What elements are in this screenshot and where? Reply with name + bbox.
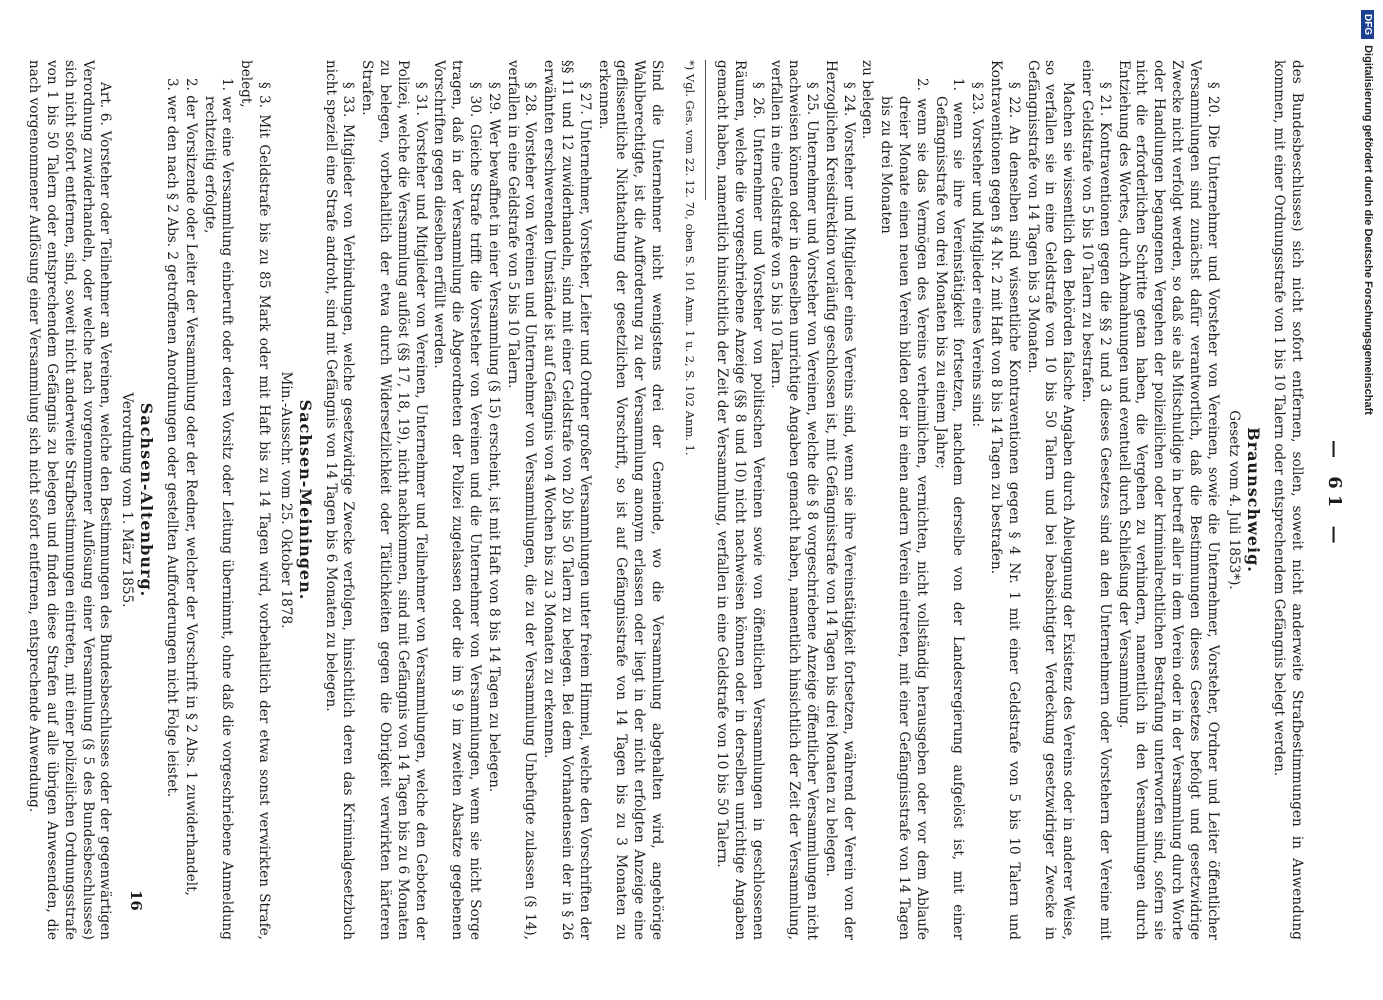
section-heading: Braunschweig. bbox=[1244, 427, 1264, 573]
list-item: 1. wenn sie ihre Vereinstätigkeit fortsetzen, nachdem derselbe von der Landesregierung aufgelöst ist, mit einer Gefängnisstrafe von drei Monaten bis zu einem Jahre; bbox=[932, 78, 967, 940]
footnote: *) Vgl. Ges. vom 22. 12. 70, oben S. 101 Anm. 1 u. 2, S. 102 Anm. 1. bbox=[683, 60, 698, 456]
section-subtitle: Verordnung vom 1. März 1855. bbox=[119, 392, 136, 608]
paragraph: § 23. Vorsteher und Mitglieder eines Vereins sind: bbox=[969, 82, 986, 428]
rotated-page-content bbox=[25, 60, 1345, 940]
signature-mark: 16 bbox=[127, 890, 145, 911]
section-subtitle: Gesetz vom 4. Juli 1853*). bbox=[1226, 410, 1243, 590]
paragraph: Machen sie wissentlich den Behörden falsche Angaben durch Ableugnung der Existenz des Vereins oder in anderer Weise, so verfallen sie in eine Geldstrafe von 10 bis 50 Talern und bei beabsichtigter Verdeckung gesetzwidriger Zwecke in Gefängnisstrafe von 14 Tagen bis 3 Monaten. bbox=[1024, 60, 1077, 940]
paragraph: des Bundesbeschlusses) sich nicht sofort entfernen, sollen, soweit nicht anderweite Strafbestimmungen in Anwendung kommen, mit einer Ordnungsstrafe von 1 bis 10 Talern oder entsprechendem Gefängnis belegt werden. bbox=[1271, 60, 1305, 940]
list-item: 2. wenn sie das Vermögen des Vereins verheimlichen, vernichten, nicht vollständig herausgeben oder vor dem Ablaufe dreier Monate einen neuen Verein bilden oder in einen andern Verein eintreten, mit einer Gefängnisstrafe von 14 Tagen bis zu drei Monaten bbox=[878, 78, 930, 940]
list-item: 3. wer den nach § 2 Abs. 2 getroffenen Anordnungen oder gestellten Aufforderungen nicht Folge leistet. bbox=[164, 78, 181, 798]
paragraph: zu belegen. bbox=[859, 60, 876, 140]
footnote-rule bbox=[705, 60, 706, 200]
dfg-logo: DFG bbox=[1362, 10, 1375, 39]
paragraph: § 29. Wer bewaffnet in einer Versammlung (§ 15) erscheint, ist mit Haft von 8 bis 14 Tagen zu belegen. bbox=[485, 82, 502, 793]
section-subtitle: Min.-Ausschr. vom 25. Oktober 1878. bbox=[277, 371, 294, 629]
list-item: 1. wer eine Versammlung einberuft oder deren Vorsitz oder Leitung übernimmt, ohne daß die vorgeschriebene Anmeldung rechtzeitig erfolgte, bbox=[201, 78, 236, 940]
paragraph: Art. 6. Vorsteher oder Teilnehmer an Vereinen, welche den Bestimmungen des Bundesbeschlusses oder der gegenwärtigen Verordnung zuwiderhandeln, oder welche nach vorgenommener Auflösung einer Versammlung (§ 5 des Bundesbeschlusses) sich nicht sofort entfernen, sind, soweit nicht anderweite Strafbestimmungen eintreten, mit einer polizeilichen Ordnungsstrafe von 1 bis 50 Talern oder entsprechendem Gefängnis zu belegen und finden diese Strafen auf alle übrigen Anwesenden, die nach vorgenommener Auflösung einer Versammlung sich nicht sofort entfernen, entsprechende Anwendung. bbox=[26, 60, 114, 940]
paragraph: § 28. Vorsteher von Vereinen und Unternehmer von Versammlungen, die zu der Versammlung Unbefugte zulassen (§ 14), verfallen in eine Geldstrafe von 5 bis 10 Talern. bbox=[504, 60, 539, 940]
digitization-credit-bar bbox=[1357, 10, 1379, 990]
list-item: 2. der Vorsitzende oder Leiter der Versammlung oder der Redner, welcher der Vorschrift in § 2 Abs. 1 zuwiderhandelt, bbox=[182, 78, 199, 896]
paragraph: Sind die Unternehmer nicht wenigstens drei der Gemeinde, wo die Versammlung abgehalten wird, angehörige Wahlberechtigte, ist die Aufforderung zu der Versammlung anonym erlassen oder liegt in der nicht erfolgten Anzeige eine geflissentliche Nichtachtung der gesetzlichen Vorschrift, so ist auf Gefängnisstrafe von 14 Tagen bis zu 3 Monaten zu erkennen. bbox=[595, 60, 665, 940]
paragraph: § 24. Vorsteher und Mitglieder eines Vereins sind, wenn sie ihre Vereinstätigkeit fortsetzen, während der Verein von der Herzoglichen Kreisdirektion vorläufig geschlossen ist, mit Gefängnisstrafe von 14 Tagen bis drei Monaten zu belegen. bbox=[822, 60, 857, 940]
paragraph: § 21. Kontraventionen gegen die §§ 2 und 3 dieses Gesetzes sind an den Unternehmern oder Vorstehern der Vereine mit einer Geldstrafe von 5 bis 10 Talern zu bestrafen. bbox=[1079, 60, 1113, 940]
section-heading: Sachsen-Altenburg. bbox=[137, 402, 157, 598]
paragraph: § 20. Die Unternehmer und Vorsteher von Vereinen, sowie die Unternehmer, Vorsteher, Ordner und Leiter öffentlicher Versammlungen sind zunächst dafür verantwortlich, daß die Bestimmungen dieses Gesetzes befolgt und gesetzwidrige Zwecke nicht verfolgt werden, so daß sie als Mitschuldige in betreff aller in dem Verein oder in der Versammlung durch Worte oder Handlungen begangenen Vergehen der polizeilichen oder kriminalrechtlichen Bestrafung unterworfen sind, sofern sie nicht die erforderlichen Schritte getan haben, die Vergehen zu verhindern, namentlich in den Versammlungen durch Entziehung des Wortes, durch Abmahnungen und eventuell durch Schließung der Versammlung. bbox=[1115, 60, 1221, 940]
paragraph: § 22. An denselben sind wissentliche Kontraventionen gegen § 4 Nr. 1 mit einer Geldstrafe von 5 bis 10 Talern und Kontraventionen gegen § 4 Nr. 2 mit Haft von 8 bis 14 Tagen zu bestrafen. bbox=[988, 60, 1022, 940]
right-column bbox=[26, 60, 665, 940]
paragraph: § 26. Unternehmer und Vorsteher von politischen Vereinen sowie von öffentlichen Versammlungen in geschlossenen Räumen, welche die vorgeschriebene Anzeige (§§ 8 und 10) nicht nachweisen können oder in derselben unrichtige Angaben gemacht haben, namentlich hinsichtlich der Zeit der Versammlung, verfallen in eine Geldstrafe von 10 bis 50 Talern. bbox=[714, 60, 766, 940]
paragraph: § 31. Vorsteher und Mitglieder von Vereinen, Unternehmer und Teilnehmer von Versammlungen, welche den Geboten der Polizei, welche die Versammlung auflöst (§§ 17, 18, 19), nicht nachkommen, sind mit Gefängnis von 14 Tagen bis zu 6 Monaten zu belegen, vorbehaltlich der etwa durch Widersetzlichkeit oder Tätlichkeiten gegen die Obrigkeit verwirkten härteren Strafen. bbox=[359, 60, 429, 940]
page-header bbox=[1305, 60, 1345, 940]
paragraph: § 25. Unternehmer und Vorsteher von Vereinen, welche die § 8 vorgeschriebene Anzeige öffentlicher Versammlungen nicht nachweisen können oder in denselben unrichtige Angaben gemacht haben, namentlich hinsichtlich der Zeit der Versammlung, verfallen in eine Geldstrafe von 5 bis 10 Talern. bbox=[768, 60, 821, 940]
section-heading: Sachsen-Meiningen. bbox=[295, 399, 315, 601]
paragraph: § 33. Mitglieder von Verbindungen, welche gesetzwidrige Zwecke verfolgen, hinsichtlich deren das Kriminalgesetzbuch nicht speziell eine Strafe androht, sind mit Gefängnis von 14 Tagen bis 6 Monaten zu belegen. bbox=[322, 60, 357, 940]
credit-text: Digitalisierung gefördert durch die Deutsche Forschungsgemeinschaft bbox=[1362, 45, 1374, 415]
paragraph: § 30. Gleiche Strafe trifft die Vorsteher von Vereinen und die Unternehmer von Versammlungen, wenn sie nicht Sorge tragen, daß in der Versammlung die Abgeordneten der Polizei zugelassen oder die im § 9 im zweiten Absatze gegebenen Vorschriften gegen dieselben erfüllt werden. bbox=[431, 60, 484, 940]
paragraph: § 3. Mit Geldstrafe bis zu 85 Mark oder mit Haft bis zu 14 Tagen wird, vorbehaltlich der etwa sonst verwirkten Strafe, belegt, bbox=[238, 60, 273, 940]
paragraph: § 27. Unternehmer, Vorsteher, Leiter und Ordner großer Versammlungen unter freiem Himmel, welche den Vorschriften der §§ 11 und 12 zuwiderhandeln, sind mit einer Geldstrafe von 20 bis 50 Talern zu belegen. Bei dem Vorhandensein der in § 26 erwähnten erschwerenden Umstände ist auf Gefängnis von 4 Wochen bis zu 3 Monaten zu erkennen. bbox=[541, 60, 593, 940]
left-column bbox=[685, 60, 1305, 940]
page-number: — 61 — bbox=[1324, 440, 1345, 550]
